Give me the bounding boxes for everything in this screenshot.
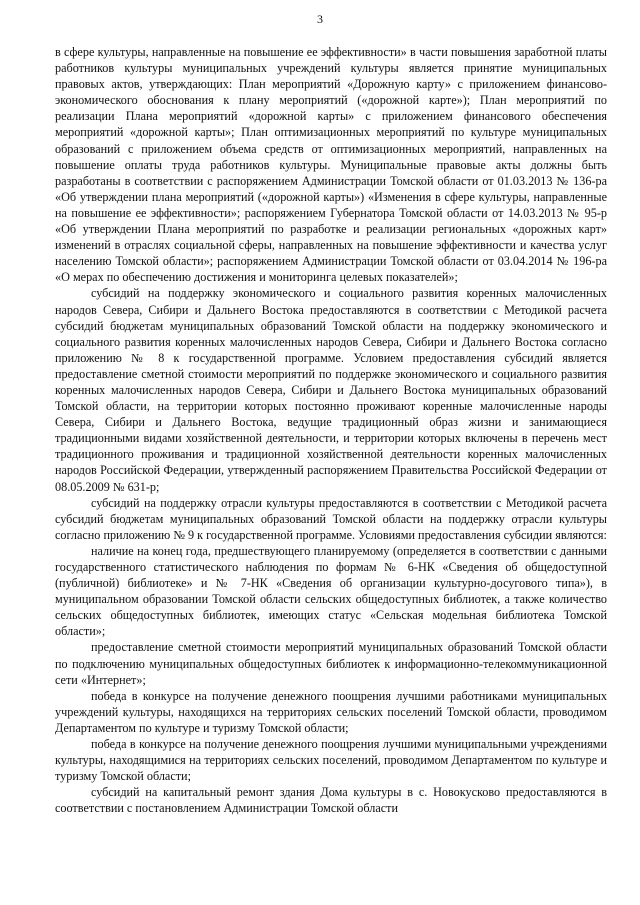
paragraph-rural-libraries-condition: наличие на конец года, предшествующего планируемому (определяется в соответствии с данными государственного статистического наблюдения по формам № 6-НК «Сведения об общедоступной (публичной) библиотеке» и № 7-НК «Сведения об организации культурно-досугового типа»), в муниципальном образовании Томской области сельских общедоступных библиотек, а также количество сельских общедоступных библиотек, имеющих статус «Сельская модельная библиотека Томской области»; [55, 543, 607, 639]
paragraph-indigenous-peoples-subsidy: субсидий на поддержку экономического и социального развития коренных малочисленных народов Севера, Сибири и Дальнего Востока предоставляются в соответствии с Методикой расчета субсидий бюджетам муниципальных образований Томской области на поддержку экономического и социального развития коренных малочисленных народов Севера, Сибири и Дальнего Востока согласно приложению № 8 к государственной программе. Условием предоставления субсидий является предоставление сметной стоимости мероприятий по поддержке экономического и социального развития коренных малочисленных народов Севера, Сибири и Дальнего Востока муниципальных образований Томской области, на территории которых постоянно проживают коренные малочисленные народы Севера, Сибири и Дальнего Востока, ведущие традиционный образ жизни и занимающиеся традиционными видами хозяйственной деятельности, и территории которых включены в перечень мест традиционного проживания и традиционной хозяйственной деятельности коренных малочисленных народов Российской Федерации, утвержденный распоряжением Правительства Российской Федерации от 08.05.2009 № 631-р; [55, 286, 607, 494]
paragraph-best-institutions-contest: победа в конкурсе на получение денежного поощрения лучшими муниципальными учреждениями культуры, находящимися на территориях сельских поселений, проводимом Департаментом по культуре и туризму Томской области; [55, 737, 607, 784]
paragraph-best-workers-contest: победа в конкурсе на получение денежного поощрения лучшими работниками муниципальных учреждений культуры, находящихся на территориях сельских поселений Томской области, проводимом Департаментом по культуре и туризму Томской области; [55, 688, 607, 735]
paragraph-culture-support-subsidy: субсидий на поддержку отрасли культуры предоставляются в соответствии с Методикой расчета субсидий бюджетам муниципальных образований Томской области на поддержку отрасли культуры согласно приложению № 9 к государственной программе. Условиями предоставления субсидии являются: [55, 495, 607, 542]
paragraph-novokuskovo-repair-subsidy: субсидий на капитальный ремонт здания Дома культуры в с. Новокусково предоставляются в соответствии с постановлением Администрации Томской области [55, 785, 607, 816]
page-number: 3 [317, 12, 323, 26]
paragraph-culture-efficiency: в сфере культуры, направленные на повышение ее эффективности» в части повышения заработной платы работников культуры муниципальных учреждений культуры является принятие муниципальных правовых актов, утверждающих: План мероприятий «Дорожную карту» с приложением финансово-экономического обоснования к плану мероприятий («дорожной карте»); План мероприятий по реализации Плана мероприятий «дорожной карты» с приложением финансового обеспечения мероприятий «дорожной карты»; План оптимизационных мероприятий по культуре муниципальных образований с приложением объема средств от оптимизационных мероприятий, направленных на повышение оплаты труда работников культуры. Муниципальные правовые акты должны быть разработаны в соответствии с распоряжением Администрации Томской области от 01.03.2013 № 136-ра «Об утверждении плана мероприятий («дорожной карты») «Изменения в сфере культуры, направленные на повышение ее эффективности»; распоряжением Губернатора Томской области от 14.03.2013 № 95-р «Об утверждении Плана мероприятий по разработке и реализации региональных «дорожных карт» изменений в отраслях социальной сферы, направленных на повышение эффективности и качества услуг населению Томской области»; распоряжением Администрации Томской области от 03.04.2014 № 196-ра «О мерах по обеспечению достижения и мониторинга целевых показателей»; [55, 45, 607, 285]
document-body [55, 44, 607, 817]
paragraph-internet-connection-condition: предоставление сметной стоимости мероприятий муниципальных образований Томской области по подключению муниципальных общедоступных библиотек к информационно-телекоммуникационной сети «Интернет»; [55, 640, 607, 687]
